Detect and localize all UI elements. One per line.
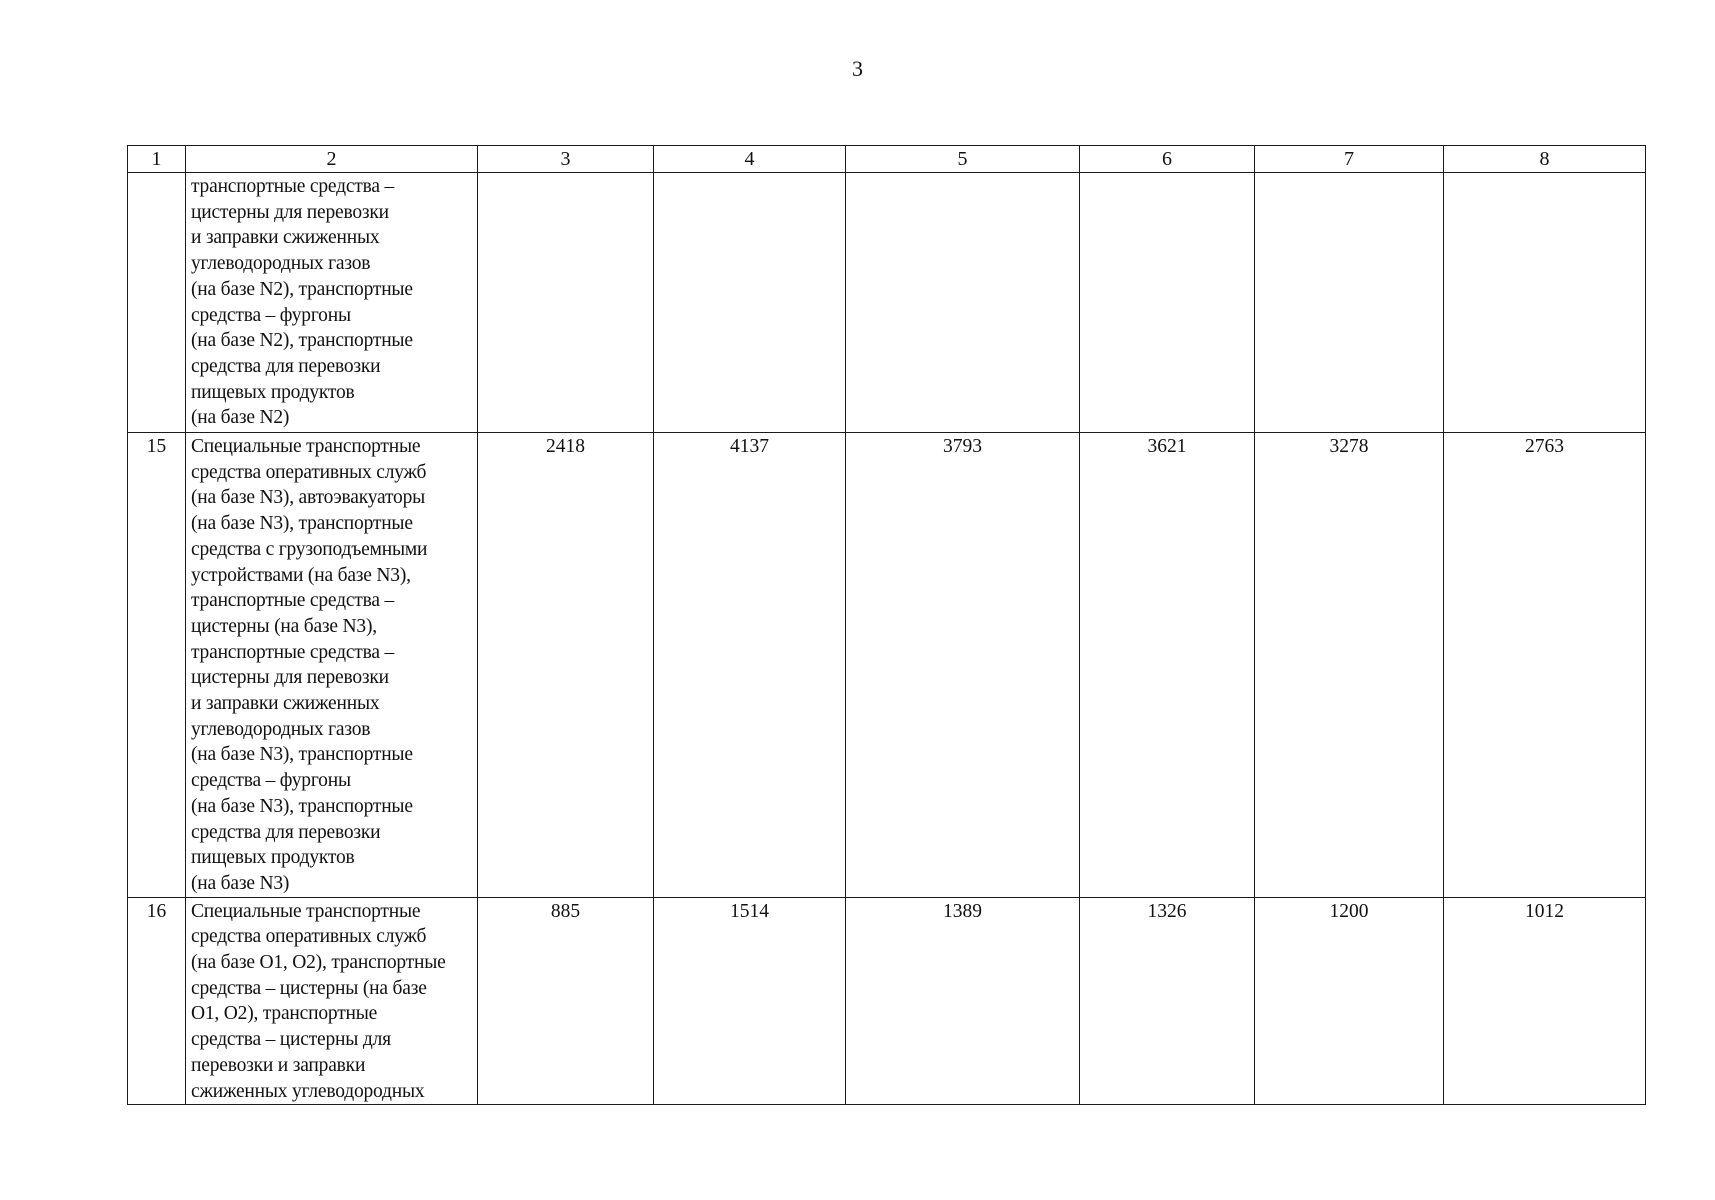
- row-number-cell: [128, 173, 186, 433]
- row-description-cell: Специальные транспортные средства оперативных служб (на базе O1, O2), транспортные средства – цистерны (на базе O1, O2), транспортные средства – цистерны для перевозки и заправки сжиженных углеводородных: [186, 897, 478, 1105]
- row-number-cell: 16: [128, 897, 186, 1105]
- column-header: 5: [846, 146, 1080, 173]
- column-header: 2: [186, 146, 478, 173]
- value-cell: 2763: [1444, 433, 1646, 898]
- data-table: [127, 145, 1646, 1105]
- column-header: 1: [128, 146, 186, 173]
- value-cell: [1080, 173, 1255, 433]
- row-number-cell: 15: [128, 433, 186, 898]
- table-row: [128, 173, 1646, 433]
- value-cell: 4137: [654, 433, 846, 898]
- value-cell: 3278: [1255, 433, 1444, 898]
- value-cell: 1389: [846, 897, 1080, 1105]
- value-cell: 2418: [478, 433, 654, 898]
- row-description-cell: Специальные транспортные средства оперативных служб (на базе N3), автоэвакуаторы (на базе N3), транспортные средства с грузоподъемными устройствами (на базе N3), транспортные средства – цистерны (на базе N3), транспортные средства – цистерны для перевозки и заправки сжиженных углеводородных газов (на базе N3), транспортные средства – фургоны (на базе N3), транспортные средства для перевозки пищевых продуктов (на базе N3): [186, 433, 478, 898]
- value-cell: 1200: [1255, 897, 1444, 1105]
- column-header: 6: [1080, 146, 1255, 173]
- column-header: 8: [1444, 146, 1646, 173]
- value-cell: 1514: [654, 897, 846, 1105]
- row-description-cell: транспортные средства – цистерны для перевозки и заправки сжиженных углеводородных газов (на базе N2), транспортные средства – фургоны (на базе N2), транспортные средства для перевозки пищевых продуктов (на базе N2): [186, 173, 478, 433]
- value-cell: [1255, 173, 1444, 433]
- table-row: [128, 433, 1646, 898]
- column-header: 4: [654, 146, 846, 173]
- table-row: [128, 897, 1646, 1105]
- page-number: 3: [852, 56, 863, 81]
- value-cell: 3621: [1080, 433, 1255, 898]
- value-cell: [846, 173, 1080, 433]
- value-cell: 3793: [846, 433, 1080, 898]
- column-header: 3: [478, 146, 654, 173]
- value-cell: 1012: [1444, 897, 1646, 1105]
- value-cell: 1326: [1080, 897, 1255, 1105]
- value-cell: 885: [478, 897, 654, 1105]
- value-cell: [654, 173, 846, 433]
- value-cell: [1444, 173, 1646, 433]
- value-cell: [478, 173, 654, 433]
- column-numbers-row: [128, 146, 1646, 173]
- column-header: 7: [1255, 146, 1444, 173]
